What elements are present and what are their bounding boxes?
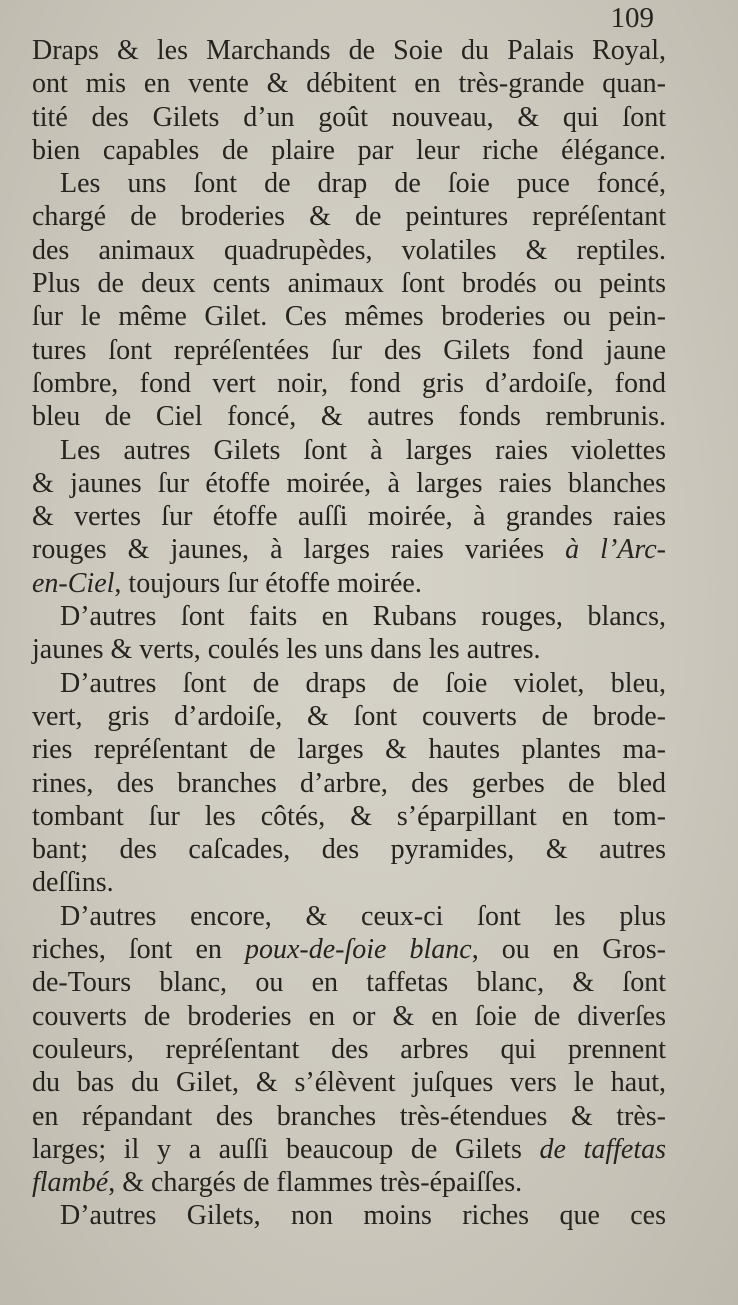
line-text: tité des Gilets d’un goût nouveau, & qui ſont bbox=[32, 101, 666, 133]
text-line bbox=[32, 34, 666, 67]
line-text: bleu de Ciel foncé, & autres fonds rembrunis. bbox=[32, 401, 666, 433]
line-text: D’autres Gilets, non moins riches que ces bbox=[60, 1200, 666, 1232]
line-text: Les uns ſont de drap de ſoie puce foncé, bbox=[60, 168, 666, 200]
italic-text: flambé bbox=[32, 1167, 109, 1199]
text-line bbox=[32, 234, 666, 267]
text-line bbox=[32, 633, 666, 666]
line-text: Les autres Gilets ſont à larges raies violettes bbox=[60, 434, 666, 466]
line-text: ont mis en vente & débitent en très-grande quan- bbox=[32, 68, 666, 100]
text-line bbox=[32, 367, 666, 400]
line-text: couleurs, repréſentant des arbres qui prennent bbox=[32, 1033, 666, 1065]
italic-text: poux-de-ſoie blanc bbox=[244, 934, 472, 966]
line-text: larges; il y a auſſi beaucoup de Gilets bbox=[32, 1133, 540, 1165]
line-text: D’autres ſont faits en Rubans rouges, blancs, bbox=[60, 601, 666, 633]
text-line bbox=[32, 101, 666, 134]
line-text: & jaunes ſur étoffe moirée, à larges raies blanches bbox=[32, 467, 666, 499]
text-line bbox=[32, 1033, 666, 1066]
line-text: chargé de broderies & de peintures repréſentant bbox=[32, 201, 666, 233]
line-text: Plus de deux cents animaux ſont brodés ou peints bbox=[32, 268, 666, 300]
text-line bbox=[32, 966, 666, 999]
line-text: , & chargés de flammes très-épaiſſes. bbox=[108, 1167, 523, 1199]
line-text: riches, ſont en bbox=[32, 934, 245, 966]
text-line bbox=[32, 700, 666, 733]
line-text: tures ſont repréſentées ſur des Gilets fond jaune bbox=[32, 334, 666, 366]
text-line bbox=[32, 334, 666, 367]
text-line bbox=[32, 1166, 666, 1199]
text-line bbox=[32, 267, 666, 300]
line-text: vert, gris d’ardoiſe, & ſont couverts de brode- bbox=[32, 700, 666, 732]
line-text: couverts de broderies en or & en ſoie de diverſes bbox=[32, 1000, 666, 1032]
text-line bbox=[32, 200, 666, 233]
text-line bbox=[32, 1100, 666, 1133]
line-text: jaunes & verts, coulés les uns dans les autres. bbox=[32, 634, 541, 666]
line-text: , ou en Gros- bbox=[471, 934, 666, 966]
line-text: & vertes ſur étoffe auſſi moirée, à grandes raies bbox=[32, 501, 666, 533]
text-line bbox=[32, 800, 666, 833]
line-text: deſſins. bbox=[32, 867, 114, 899]
text-line bbox=[32, 1066, 666, 1099]
text-line bbox=[32, 833, 666, 866]
line-text: ſombre, fond vert noir, fond gris d’ardoiſe, fond bbox=[32, 367, 666, 399]
text-line bbox=[32, 67, 666, 100]
line-text: Draps & les Marchands de Soie du Palais Royal, bbox=[32, 35, 666, 66]
text-line bbox=[32, 1133, 666, 1166]
text-line bbox=[32, 467, 666, 500]
line-text: de-Tours blanc, ou en taffetas blanc, & ſont bbox=[32, 967, 666, 999]
text-line bbox=[32, 600, 666, 633]
text-line bbox=[32, 300, 666, 333]
text-line bbox=[32, 866, 666, 899]
line-text: ries repréſentant de larges & hautes plantes ma- bbox=[32, 734, 666, 766]
line-text: rouges & jaunes, à larges raies variées bbox=[32, 534, 566, 566]
text-line bbox=[32, 533, 666, 566]
text-line bbox=[32, 167, 666, 200]
line-text: D’autres ſont de draps de ſoie violet, bleu, bbox=[60, 667, 666, 699]
line-text: , toujours ſur étoffe moirée. bbox=[114, 567, 422, 599]
line-text: bien capables de plaire par leur riche élégance. bbox=[32, 134, 666, 166]
line-text: tombant ſur les côtés, & s’éparpillant en tom- bbox=[32, 800, 666, 832]
line-text: rines, des branches d’arbre, des gerbes de bled bbox=[32, 767, 666, 799]
line-text: D’autres encore, & ceux-ci ſont les plus bbox=[60, 900, 666, 932]
text-line bbox=[32, 400, 666, 433]
line-text: des animaux quadrupèdes, volatiles & reptiles. bbox=[32, 234, 666, 266]
text-line bbox=[32, 500, 666, 533]
italic-text: à l’Arc- bbox=[565, 534, 666, 566]
text-line bbox=[32, 900, 666, 933]
text-line bbox=[32, 1199, 666, 1232]
text-line bbox=[32, 767, 666, 800]
line-text: ſur le même Gilet. Ces mêmes broderies ou pein- bbox=[32, 301, 666, 333]
italic-text: de taffetas bbox=[539, 1133, 666, 1165]
text-line bbox=[32, 933, 666, 966]
italic-text: en-Ciel bbox=[32, 567, 115, 599]
text-line bbox=[32, 733, 666, 766]
body-text bbox=[32, 34, 666, 1233]
text-line bbox=[32, 134, 666, 167]
text-line bbox=[32, 667, 666, 700]
line-text: en répandant des branches très-étendues & très- bbox=[32, 1100, 666, 1132]
text-line bbox=[32, 1000, 666, 1033]
text-line bbox=[32, 567, 666, 600]
line-text: du bas du Gilet, & s’élèvent juſques vers le haut, bbox=[32, 1067, 666, 1099]
text-line bbox=[32, 434, 666, 467]
page-number: 109 bbox=[610, 2, 654, 34]
line-text: bant; des caſcades, des pyramides, & autres bbox=[32, 834, 666, 866]
